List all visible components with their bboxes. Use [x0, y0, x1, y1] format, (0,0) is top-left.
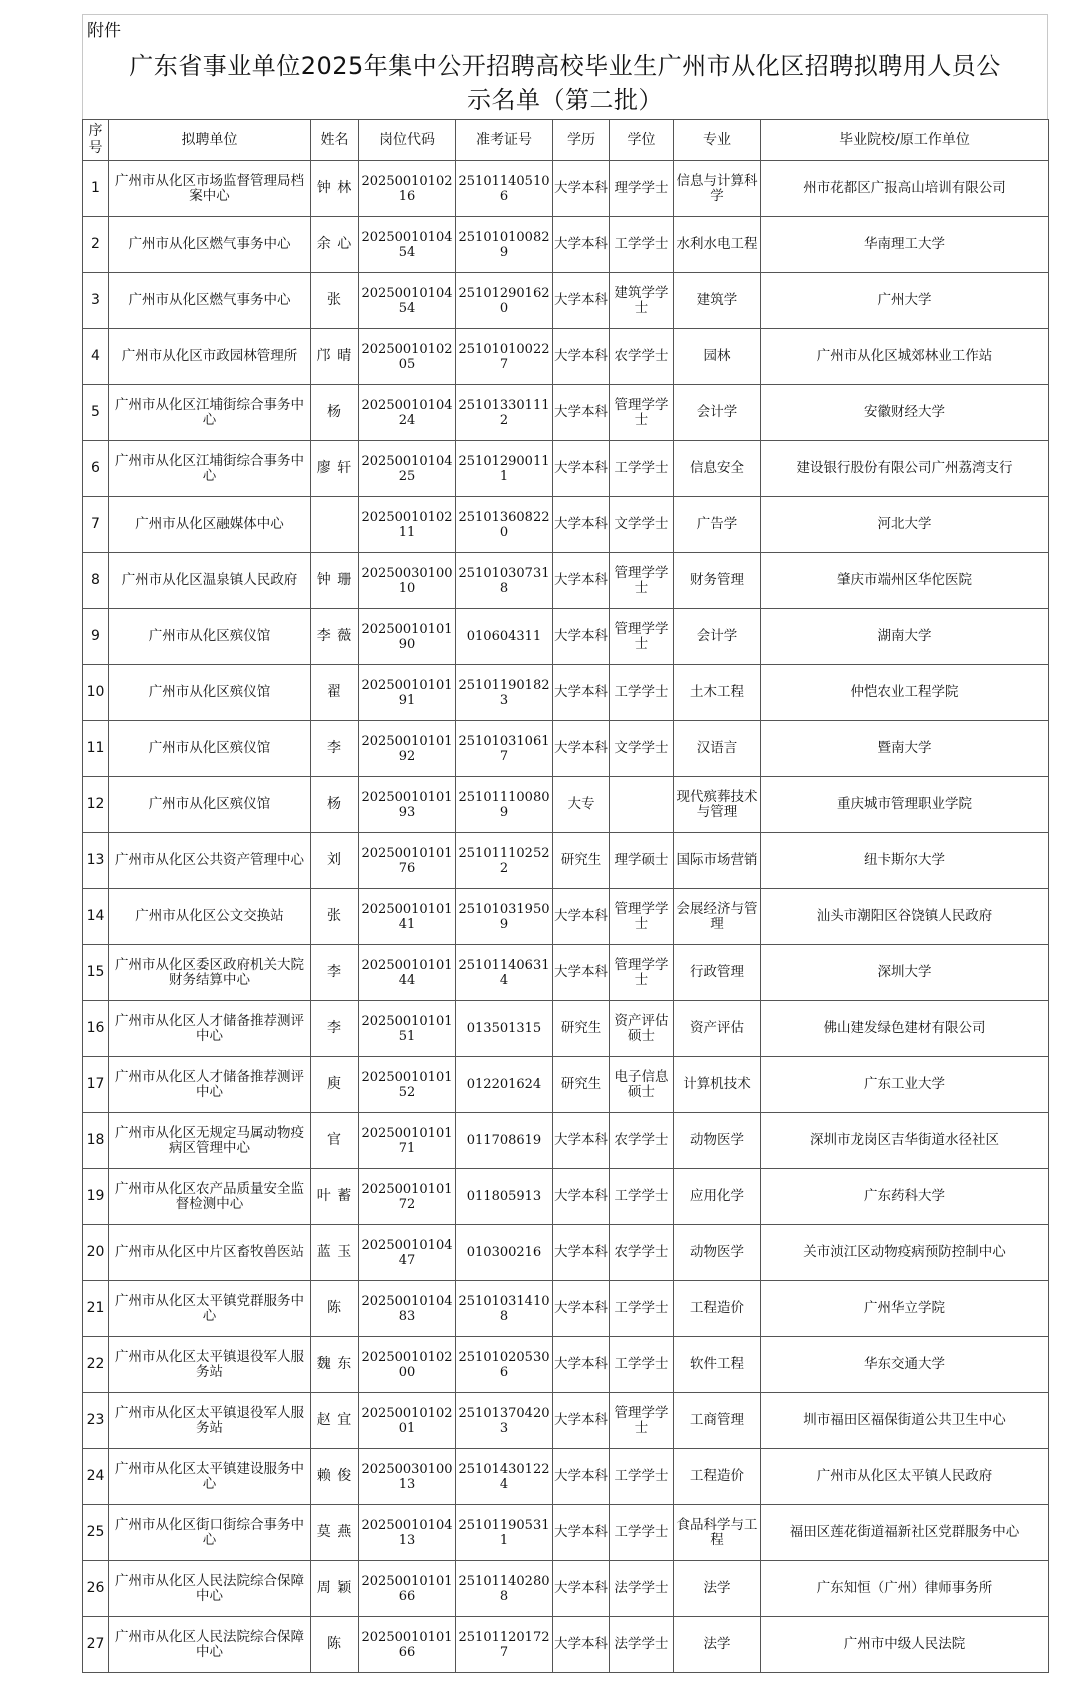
- row-school: 广东知恒（广州）律师事务所: [761, 1561, 1049, 1617]
- row-degree: 理学硕士: [610, 833, 674, 889]
- row-name: 钟 林: [311, 161, 359, 217]
- row-school: 圳市福田区福保街道公共卫生中心: [761, 1393, 1049, 1449]
- row-degree: 电子信息硕士: [610, 1057, 674, 1113]
- row-degree: 农学学士: [610, 329, 674, 385]
- row-unit: 广州市从化区无规定马属动物疫病区管理中心: [109, 1113, 311, 1169]
- row-exam-number: 251011201727: [456, 1617, 553, 1673]
- row-degree: 工学学士: [610, 1449, 674, 1505]
- row-name: 余 心: [311, 217, 359, 273]
- row-degree: 管理学学士: [610, 609, 674, 665]
- row-major: 行政管理: [674, 945, 761, 1001]
- row-school: 安徽财经大学: [761, 385, 1049, 441]
- row-major: 广告学: [674, 497, 761, 553]
- header-index: 序号: [83, 120, 109, 161]
- row-exam-number: 010604311: [456, 609, 553, 665]
- row-major: 计算机技术: [674, 1057, 761, 1113]
- table-row: [83, 1449, 1049, 1505]
- row-post-code: 2025001010424: [359, 385, 456, 441]
- row-post-code: 2025001010200: [359, 1337, 456, 1393]
- row-index: 20: [83, 1225, 109, 1281]
- row-major: 园林: [674, 329, 761, 385]
- row-exam-number: 010300216: [456, 1225, 553, 1281]
- row-major: 食品科学与工程: [674, 1505, 761, 1561]
- row-degree: 管理学学士: [610, 1393, 674, 1449]
- row-exam-number: 251011406314: [456, 945, 553, 1001]
- table-header-row: [83, 120, 1049, 161]
- row-name: 魏 东: [311, 1337, 359, 1393]
- row-major: 信息与计算科学: [674, 161, 761, 217]
- row-education: 大学本科: [553, 273, 610, 329]
- row-exam-number: 251011901823: [456, 665, 553, 721]
- row-unit: 广州市从化区街口街综合事务中心: [109, 1505, 311, 1561]
- row-index: 8: [83, 553, 109, 609]
- row-index: 12: [83, 777, 109, 833]
- table-row: [83, 1001, 1049, 1057]
- row-education: 大学本科: [553, 1281, 610, 1337]
- row-post-code: 2025001010172: [359, 1169, 456, 1225]
- row-school: 汕头市潮阳区谷饶镇人民政府: [761, 889, 1049, 945]
- document-sheet: [82, 14, 1048, 1673]
- row-education: 大学本科: [553, 161, 610, 217]
- table-row: [83, 1393, 1049, 1449]
- row-exam-number: 011805913: [456, 1169, 553, 1225]
- table-row: [83, 1113, 1049, 1169]
- row-exam-number: 251011402808: [456, 1561, 553, 1617]
- row-unit: 广州市从化区燃气事务中心: [109, 273, 311, 329]
- row-major: 水利水电工程: [674, 217, 761, 273]
- row-index: 25: [83, 1505, 109, 1561]
- row-post-code: 2025001010176: [359, 833, 456, 889]
- row-unit: 广州市从化区燃气事务中心: [109, 217, 311, 273]
- header-school: 毕业院校/原工作单位: [761, 120, 1049, 161]
- row-degree: 农学学士: [610, 1113, 674, 1169]
- header-degree: 学位: [610, 120, 674, 161]
- row-school: 广州华立学院: [761, 1281, 1049, 1337]
- row-school: 华东交通大学: [761, 1337, 1049, 1393]
- row-degree: 管理学学士: [610, 945, 674, 1001]
- row-school: 暨南大学: [761, 721, 1049, 777]
- row-major: 资产评估: [674, 1001, 761, 1057]
- row-name: 张: [311, 273, 359, 329]
- row-degree: 农学学士: [610, 1225, 674, 1281]
- row-post-code: 2025001010447: [359, 1225, 456, 1281]
- row-major: 工程造价: [674, 1449, 761, 1505]
- table-row: [83, 1337, 1049, 1393]
- title-line-1: 广东省事业单位2025年集中公开招聘高校毕业生广州市从化区招聘拟聘用人员公: [129, 52, 1001, 80]
- row-index: 7: [83, 497, 109, 553]
- row-index: 26: [83, 1561, 109, 1617]
- row-index: 13: [83, 833, 109, 889]
- row-school: 广州市从化区太平镇人民政府: [761, 1449, 1049, 1505]
- row-degree: 资产评估硕士: [610, 1001, 674, 1057]
- row-index: 1: [83, 161, 109, 217]
- row-school: 华南理工大学: [761, 217, 1049, 273]
- row-index: 6: [83, 441, 109, 497]
- row-unit: 广州市从化区市场监督管理局档案中心: [109, 161, 311, 217]
- row-major: 法学: [674, 1617, 761, 1673]
- row-index: 9: [83, 609, 109, 665]
- row-school: 佛山建发绿色建材有限公司: [761, 1001, 1049, 1057]
- row-degree: 建筑学学士: [610, 273, 674, 329]
- row-index: 4: [83, 329, 109, 385]
- row-name: [311, 497, 359, 553]
- row-post-code: 2025001010151: [359, 1001, 456, 1057]
- row-post-code: 2025001010454: [359, 273, 456, 329]
- row-name: 庾: [311, 1057, 359, 1113]
- row-school: 广州大学: [761, 273, 1049, 329]
- row-school: 河北大学: [761, 497, 1049, 553]
- row-unit: 广州市从化区殡仪馆: [109, 665, 311, 721]
- row-exam-number: 251010205306: [456, 1337, 553, 1393]
- row-post-code: 2025001010193: [359, 777, 456, 833]
- row-major: 会计学: [674, 609, 761, 665]
- row-school: 广东工业大学: [761, 1057, 1049, 1113]
- row-major: 工程造价: [674, 1281, 761, 1337]
- row-exam-number: 251010100227: [456, 329, 553, 385]
- row-major: 动物医学: [674, 1113, 761, 1169]
- row-name: 李 薇: [311, 609, 359, 665]
- row-education: 大学本科: [553, 385, 610, 441]
- row-exam-number: 251012901620: [456, 273, 553, 329]
- row-post-code: 2025001010152: [359, 1057, 456, 1113]
- row-school: 深圳大学: [761, 945, 1049, 1001]
- row-major: 汉语言: [674, 721, 761, 777]
- row-unit: 广州市从化区人民法院综合保障中心: [109, 1617, 311, 1673]
- table-row: [83, 609, 1049, 665]
- row-major: 会计学: [674, 385, 761, 441]
- row-education: 大学本科: [553, 1561, 610, 1617]
- row-post-code: 2025001010190: [359, 609, 456, 665]
- row-school: 广州市从化区城郊林业工作站: [761, 329, 1049, 385]
- row-post-code: 2025001010144: [359, 945, 456, 1001]
- row-school: 仲恺农业工程学院: [761, 665, 1049, 721]
- row-post-code: 2025003010010: [359, 553, 456, 609]
- row-degree: 工学学士: [610, 1337, 674, 1393]
- row-degree: 文学学士: [610, 721, 674, 777]
- row-index: 3: [83, 273, 109, 329]
- row-name: 李: [311, 945, 359, 1001]
- row-major: 国际市场营销: [674, 833, 761, 889]
- row-degree: 法学学士: [610, 1617, 674, 1673]
- row-degree: 工学学士: [610, 441, 674, 497]
- row-school: 广东药科大学: [761, 1169, 1049, 1225]
- row-major: 现代殡葬技术与管理: [674, 777, 761, 833]
- row-unit: 广州市从化区公共资产管理中心: [109, 833, 311, 889]
- row-education: 大学本科: [553, 1617, 610, 1673]
- row-unit: 广州市从化区太平镇党群服务中心: [109, 1281, 311, 1337]
- table-row: [83, 721, 1049, 777]
- row-degree: 理学学士: [610, 161, 674, 217]
- row-exam-number: 251010310617: [456, 721, 553, 777]
- row-post-code: 2025001010216: [359, 161, 456, 217]
- row-exam-number: 251013301112: [456, 385, 553, 441]
- row-name: 李: [311, 1001, 359, 1057]
- row-education: 大学本科: [553, 497, 610, 553]
- row-post-code: 2025001010211: [359, 497, 456, 553]
- row-exam-number: 013501315: [456, 1001, 553, 1057]
- row-degree: 管理学学士: [610, 889, 674, 945]
- row-education: 大学本科: [553, 553, 610, 609]
- row-education: 大学本科: [553, 1113, 610, 1169]
- row-major: 信息安全: [674, 441, 761, 497]
- row-unit: 广州市从化区农产品质量安全监督检测中心: [109, 1169, 311, 1225]
- table-row: [83, 1169, 1049, 1225]
- row-degree: 工学学士: [610, 217, 674, 273]
- row-exam-number: 251014301224: [456, 1449, 553, 1505]
- row-unit: 广州市从化区江埔街综合事务中心: [109, 385, 311, 441]
- row-major: 应用化学: [674, 1169, 761, 1225]
- row-index: 16: [83, 1001, 109, 1057]
- row-unit: 广州市从化区人民法院综合保障中心: [109, 1561, 311, 1617]
- row-education: 大学本科: [553, 441, 610, 497]
- row-index: 15: [83, 945, 109, 1001]
- row-school: 福田区莲花街道福新社区党群服务中心: [761, 1505, 1049, 1561]
- row-name: 钟 珊: [311, 553, 359, 609]
- row-exam-number: 251010314108: [456, 1281, 553, 1337]
- row-post-code: 2025001010425: [359, 441, 456, 497]
- row-exam-number: 251013704203: [456, 1393, 553, 1449]
- row-name: 杨: [311, 777, 359, 833]
- row-school: 关市浈江区动物疫病预防控制中心: [761, 1225, 1049, 1281]
- row-index: 11: [83, 721, 109, 777]
- row-education: 大学本科: [553, 1505, 610, 1561]
- row-index: 21: [83, 1281, 109, 1337]
- row-name: 刘: [311, 833, 359, 889]
- row-name: 蓝 玉: [311, 1225, 359, 1281]
- row-degree: [610, 777, 674, 833]
- row-name: 赵 宜: [311, 1393, 359, 1449]
- row-unit: 广州市从化区人才储备推荐测评中心: [109, 1057, 311, 1113]
- table-row: [83, 1617, 1049, 1673]
- row-education: 研究生: [553, 1001, 610, 1057]
- row-degree: 工学学士: [610, 1281, 674, 1337]
- row-exam-number: 251010100829: [456, 217, 553, 273]
- row-name: 翟: [311, 665, 359, 721]
- row-unit: 广州市从化区太平镇建设服务中心: [109, 1449, 311, 1505]
- row-education: 大专: [553, 777, 610, 833]
- row-degree: 文学学士: [610, 497, 674, 553]
- row-unit: 广州市从化区江埔街综合事务中心: [109, 441, 311, 497]
- row-school: 肇庆市端州区华佗医院: [761, 553, 1049, 609]
- row-name: 官: [311, 1113, 359, 1169]
- row-name: 赖 俊: [311, 1449, 359, 1505]
- row-school: 深圳市龙岗区吉华街道水径社区: [761, 1113, 1049, 1169]
- row-index: 27: [83, 1617, 109, 1673]
- row-index: 24: [83, 1449, 109, 1505]
- row-name: 叶 蓄: [311, 1169, 359, 1225]
- header-name: 姓名: [311, 120, 359, 161]
- row-exam-number: 012201624: [456, 1057, 553, 1113]
- row-index: 14: [83, 889, 109, 945]
- table-row: [83, 1281, 1049, 1337]
- row-school: 重庆城市管理职业学院: [761, 777, 1049, 833]
- row-major: 法学: [674, 1561, 761, 1617]
- row-education: 大学本科: [553, 1169, 610, 1225]
- table-row: [83, 441, 1049, 497]
- table-row: [83, 553, 1049, 609]
- row-education: 大学本科: [553, 609, 610, 665]
- row-degree: 工学学士: [610, 1169, 674, 1225]
- row-name: 李: [311, 721, 359, 777]
- row-index: 18: [83, 1113, 109, 1169]
- row-school: 湖南大学: [761, 609, 1049, 665]
- table-row: [83, 217, 1049, 273]
- row-post-code: 2025001010192: [359, 721, 456, 777]
- row-post-code: 2025001010483: [359, 1281, 456, 1337]
- row-unit: 广州市从化区太平镇退役军人服务站: [109, 1393, 311, 1449]
- row-exam-number: 251010319509: [456, 889, 553, 945]
- table-row: [83, 1225, 1049, 1281]
- row-index: 19: [83, 1169, 109, 1225]
- row-school: 广州市中级人民法院: [761, 1617, 1049, 1673]
- row-education: 大学本科: [553, 1393, 610, 1449]
- row-education: 大学本科: [553, 1449, 610, 1505]
- row-major: 土木工程: [674, 665, 761, 721]
- row-name: 廖 轩: [311, 441, 359, 497]
- row-exam-number: 011708619: [456, 1113, 553, 1169]
- row-exam-number: 251011405106: [456, 161, 553, 217]
- table-row: [83, 889, 1049, 945]
- row-name: 陈: [311, 1281, 359, 1337]
- row-index: 17: [83, 1057, 109, 1113]
- row-index: 2: [83, 217, 109, 273]
- row-education: 大学本科: [553, 721, 610, 777]
- row-education: 大学本科: [553, 329, 610, 385]
- table-row: [83, 497, 1049, 553]
- row-education: 研究生: [553, 833, 610, 889]
- row-degree: 管理学学士: [610, 553, 674, 609]
- table-row: [83, 833, 1049, 889]
- row-school: 州市花都区广报高山培训有限公司: [761, 161, 1049, 217]
- row-education: 大学本科: [553, 1337, 610, 1393]
- row-exam-number: 251011905311: [456, 1505, 553, 1561]
- candidate-table: [82, 119, 1049, 1673]
- row-index: 5: [83, 385, 109, 441]
- table-row: [83, 777, 1049, 833]
- header-major: 专业: [674, 120, 761, 161]
- row-education: 大学本科: [553, 665, 610, 721]
- row-degree: 法学学士: [610, 1561, 674, 1617]
- row-index: 22: [83, 1337, 109, 1393]
- row-post-code: 2025001010166: [359, 1617, 456, 1673]
- row-post-code: 2025001010191: [359, 665, 456, 721]
- row-name: 陈: [311, 1617, 359, 1673]
- row-major: 工商管理: [674, 1393, 761, 1449]
- row-unit: 广州市从化区委区政府机关大院财务结算中心: [109, 945, 311, 1001]
- row-name: 邝 晴: [311, 329, 359, 385]
- row-post-code: 2025001010171: [359, 1113, 456, 1169]
- table-row: [83, 385, 1049, 441]
- row-major: 财务管理: [674, 553, 761, 609]
- attachment-label: 附件: [82, 14, 1048, 47]
- table-row: [83, 161, 1049, 217]
- row-unit: 广州市从化区中片区畜牧兽医站: [109, 1225, 311, 1281]
- row-post-code: 2025001010413: [359, 1505, 456, 1561]
- row-major: 动物医学: [674, 1225, 761, 1281]
- row-unit: 广州市从化区融媒体中心: [109, 497, 311, 553]
- row-education: 大学本科: [553, 1225, 610, 1281]
- row-degree: 工学学士: [610, 1505, 674, 1561]
- row-exam-number: 251011100809: [456, 777, 553, 833]
- row-education: 大学本科: [553, 217, 610, 273]
- table-row: [83, 1057, 1049, 1113]
- row-post-code: 2025001010201: [359, 1393, 456, 1449]
- row-name: 周 颖: [311, 1561, 359, 1617]
- header-post-code: 岗位代码: [359, 120, 456, 161]
- row-post-code: 2025003010013: [359, 1449, 456, 1505]
- row-major: 会展经济与管理: [674, 889, 761, 945]
- row-exam-number: 251012900111: [456, 441, 553, 497]
- row-education: 大学本科: [553, 945, 610, 1001]
- row-index: 10: [83, 665, 109, 721]
- table-row: [83, 945, 1049, 1001]
- row-index: 23: [83, 1393, 109, 1449]
- row-unit: 广州市从化区殡仪馆: [109, 609, 311, 665]
- row-unit: 广州市从化区人才储备推荐测评中心: [109, 1001, 311, 1057]
- row-degree: 工学学士: [610, 665, 674, 721]
- row-post-code: 2025001010454: [359, 217, 456, 273]
- table-row: [83, 1561, 1049, 1617]
- row-school: 纽卡斯尔大学: [761, 833, 1049, 889]
- row-unit: 广州市从化区市政园林管理所: [109, 329, 311, 385]
- row-school: 建设银行股份有限公司广州荔湾支行: [761, 441, 1049, 497]
- row-unit: 广州市从化区殡仪馆: [109, 777, 311, 833]
- row-post-code: 2025001010166: [359, 1561, 456, 1617]
- row-unit: 广州市从化区公文交换站: [109, 889, 311, 945]
- table-row: [83, 273, 1049, 329]
- row-major: 建筑学: [674, 273, 761, 329]
- table-row: [83, 665, 1049, 721]
- title-line-2: 示名单（第二批）: [467, 86, 663, 114]
- header-education: 学历: [553, 120, 610, 161]
- table-row: [83, 329, 1049, 385]
- row-post-code: 2025001010141: [359, 889, 456, 945]
- row-post-code: 2025001010205: [359, 329, 456, 385]
- row-unit: 广州市从化区殡仪馆: [109, 721, 311, 777]
- row-name: 杨: [311, 385, 359, 441]
- table-row: [83, 1505, 1049, 1561]
- header-unit: 拟聘单位: [109, 120, 311, 161]
- row-education: 大学本科: [553, 889, 610, 945]
- row-exam-number: 251013608220: [456, 497, 553, 553]
- row-education: 研究生: [553, 1057, 610, 1113]
- row-degree: 管理学学士: [610, 385, 674, 441]
- row-name: 莫 燕: [311, 1505, 359, 1561]
- row-major: 软件工程: [674, 1337, 761, 1393]
- document-title: [82, 47, 1048, 119]
- row-unit: 广州市从化区太平镇退役军人服务站: [109, 1337, 311, 1393]
- row-exam-number: 251011102522: [456, 833, 553, 889]
- header-exam-number: 准考证号: [456, 120, 553, 161]
- row-name: 张: [311, 889, 359, 945]
- row-exam-number: 251010307318: [456, 553, 553, 609]
- row-unit: 广州市从化区温泉镇人民政府: [109, 553, 311, 609]
